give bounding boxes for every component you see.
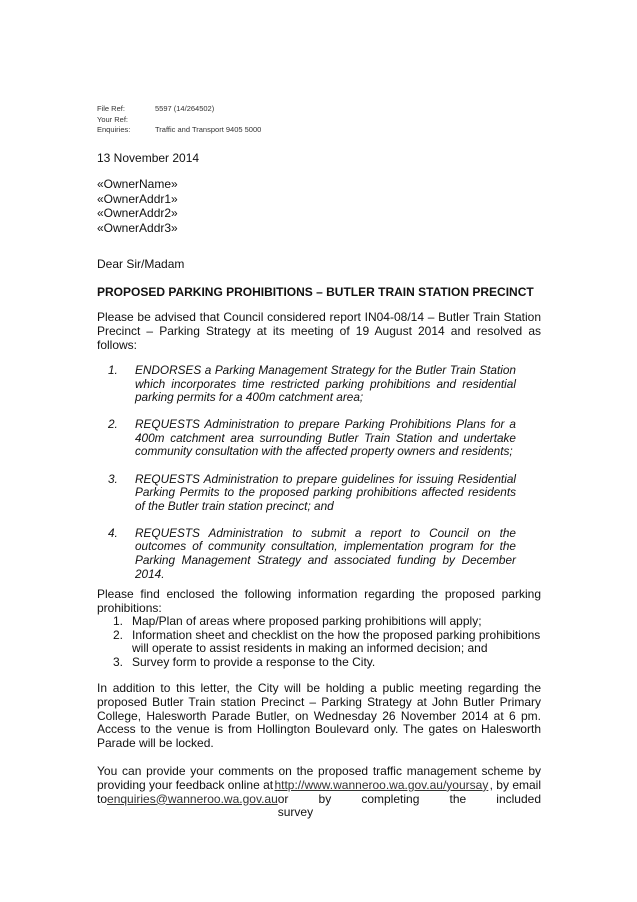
resolution-text: ENDORSES a Parking Management Strategy for the Butler Train Station which incorporates time restricted parking prohibitions and residential parking permits for a 400m catchment area; (135, 363, 516, 405)
list-item (113, 656, 543, 670)
enclosure-number: 1. (113, 614, 124, 628)
resolution-list (108, 364, 516, 595)
resolution-number: 1. (108, 363, 118, 377)
comments-line: You can provide your comments on the proposed traffic management scheme by (97, 764, 541, 778)
salutation: Dear Sir/Madam (97, 257, 185, 271)
your-ref-row (97, 115, 261, 126)
enclosure-number: 2. (113, 627, 124, 642)
file-ref-label: File Ref: (97, 104, 125, 113)
address-line: «OwnerAddr3» (97, 220, 178, 235)
file-ref-value: 5597 (14/264502) (155, 104, 215, 113)
comments-email-text: , by email (489, 777, 541, 792)
list-item (113, 629, 543, 656)
list-item (113, 615, 543, 629)
enclosure-number: 3. (113, 654, 124, 669)
enclosure-list (113, 615, 543, 669)
enclosure-text: Survey form to provide a response to the City. (132, 654, 376, 669)
list-item (108, 418, 516, 459)
your-ref-label: Your Ref: (97, 114, 128, 124)
subject-heading: PROPOSED PARKING PROHIBITIONS – BUTLER TRAIN STATION PRECINCT (97, 285, 534, 299)
address-line: «OwnerName» (97, 177, 178, 191)
resolution-text: REQUESTS Administration to prepare Parking Prohibitions Plans for a 400m catchment area surrounding Butler Train Station and undertake community consultation with the affected property owners and residents; (135, 417, 516, 459)
list-item (108, 527, 516, 581)
enclosure-intro: Please find enclosed the following information regarding the proposed parking prohibitions: (97, 587, 541, 615)
enclosure-text: Map/Plan of areas where proposed parking prohibitions will apply; (132, 614, 482, 628)
resolution-number: 3. (108, 471, 118, 486)
comments-survey-text: or by completing the included survey (277, 791, 541, 820)
resolution-number: 4. (108, 525, 118, 540)
letter-date: 13 November 2014 (97, 151, 200, 165)
enquiries-value: Traffic and Transport 9405 5000 (155, 125, 262, 134)
resolution-text: REQUESTS Administration to prepare guidelines for issuing Residential Parking Permits to the proposed parking prohibitions affected residents of the Butler train station precinct; and (135, 471, 516, 513)
resolution-text: REQUESTS Administration to submit a report to Council on the outcomes of community consultation, implementation program for the Parking Management Strategy and associated funding by December 2014. (135, 525, 516, 581)
comments-online-text: providing your feedback online at (97, 777, 274, 792)
enclosure-text: Information sheet and checklist on the how the proposed parking prohibitions will operate to assist residents in making an informed decision; and (132, 627, 541, 656)
intro-paragraph: Please be advised that Council considered report IN04-08/14 – Butler Train Station Precinct – Parking Strategy at its meeting of 19 August 2014 and resolved as follows: (97, 310, 541, 352)
address-block (97, 177, 178, 235)
address-line: «OwnerAddr2» (97, 206, 178, 220)
enquiries-label: Enquiries: (97, 125, 131, 134)
comments-line (97, 779, 541, 793)
comments-to-text: to (97, 791, 108, 806)
comments-paragraph (97, 765, 541, 820)
meeting-paragraph: In addition to this letter, the City will be holding a public meeting regarding the proposed Butler Train station Precinct – Parking Strategy at John Butler Primary College, Halesworth Parade Butler, on Wednesday 26 November 2014 at 6 pm. Access to the venue is from Hollington Boulevard only. The gates on Halesworth Parade will be locked. (97, 681, 541, 751)
comments-line (97, 793, 541, 821)
file-ref-row (97, 104, 261, 115)
list-item (108, 473, 516, 514)
enquiries-row (97, 125, 261, 136)
website-link[interactable]: http://www.wanneroo.wa.gov.au/yoursay (274, 777, 489, 792)
list-item (108, 364, 516, 405)
resolution-number: 2. (108, 417, 118, 432)
email-link[interactable]: enquiries@wanneroo.wa.gov.au (107, 791, 278, 806)
reference-block (97, 104, 261, 136)
address-line: «OwnerAddr1» (97, 191, 178, 206)
